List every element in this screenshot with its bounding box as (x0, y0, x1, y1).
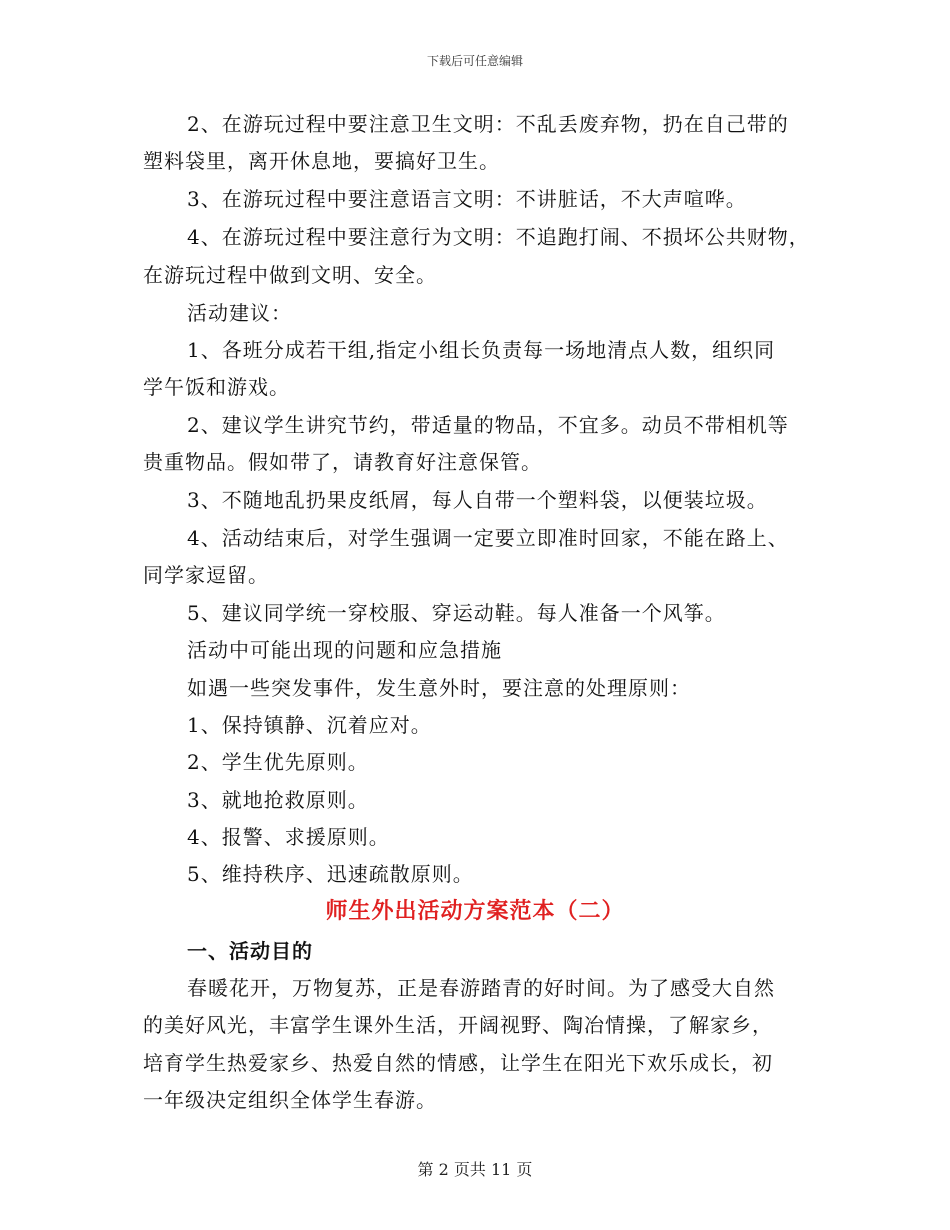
section-heading: 一、活动目的 (187, 939, 313, 963)
paragraph-line: 如遇一些突发事件，发生意外时，要注意的处理原则： (187, 676, 691, 700)
paragraph-line: 培育学生热爱家乡、热爱自然的情感，让学生在阳光下欢乐成长，初 (143, 1051, 773, 1075)
paragraph-line: 3、在游玩过程中要注意语言文明：不讲脏话，不大声喧哗。 (187, 187, 747, 211)
paragraph-line: 5、建议同学统一穿校服、穿运动鞋。每人准备一个风筝。 (187, 601, 726, 625)
paragraph-line: 3、就地抢救原则。 (187, 788, 369, 812)
paragraph-line: 4、活动结束后，对学生强调一定要立即准时回家，不能在路上、 (187, 526, 789, 550)
paragraph-line: 4、在游玩过程中要注意行为文明：不追跑打闹、不损坏公共财物， (187, 225, 810, 249)
paragraph-line: 在游玩过程中做到文明、安全。 (143, 263, 437, 287)
paragraph-line: 2、在游玩过程中要注意卫生文明：不乱丢废弃物，扔在自己带的 (187, 112, 789, 136)
paragraph-line: 3、不随地乱扔果皮纸屑，每人自带一个塑料袋，以便装垃圾。 (187, 488, 768, 512)
paragraph-line: 5、维持秩序、迅速疏散原则。 (187, 862, 474, 886)
paragraph-line: 塑料袋里，离开休息地，要搞好卫生。 (143, 149, 500, 173)
page-footer: 第 2 页共 11 页 (417, 1160, 533, 1179)
page-header: 下载后可任意编辑 (426, 54, 523, 68)
paragraph-line: 4、报警、求援原则。 (187, 825, 390, 849)
paragraph-line: 1、各班分成若干组,指定小组长负责每一场地清点人数，组织同 (187, 338, 776, 362)
paragraph-line: 的美好风光，丰富学生课外生活，开阔视野、陶冶情操，了解家乡， (143, 1013, 773, 1037)
paragraph-line: 1、保持镇静、沉着应对。 (187, 713, 432, 737)
paragraph-line: 学午饭和游戏。 (143, 375, 290, 399)
section-title: 师生外出活动方案范本（二） (325, 899, 625, 924)
paragraph-line: 贵重物品。假如带了，请教育好注意保管。 (143, 450, 542, 474)
paragraph-line: 同学家逗留。 (143, 563, 269, 587)
paragraph-line: 2、建议学生讲究节约，带适量的物品，不宜多。动员不带相机等 (187, 413, 789, 437)
paragraph-line: 活动中可能出现的问题和应急措施 (187, 638, 502, 662)
paragraph-line: 2、学生优先原则。 (187, 750, 369, 774)
paragraph-line: 活动建议： (187, 301, 292, 325)
paragraph-line: 春暖花开，万物复苏，正是春游踏青的好时间。为了感受大自然 (187, 976, 775, 1000)
paragraph-line: 一年级决定组织全体学生春游。 (143, 1088, 437, 1112)
